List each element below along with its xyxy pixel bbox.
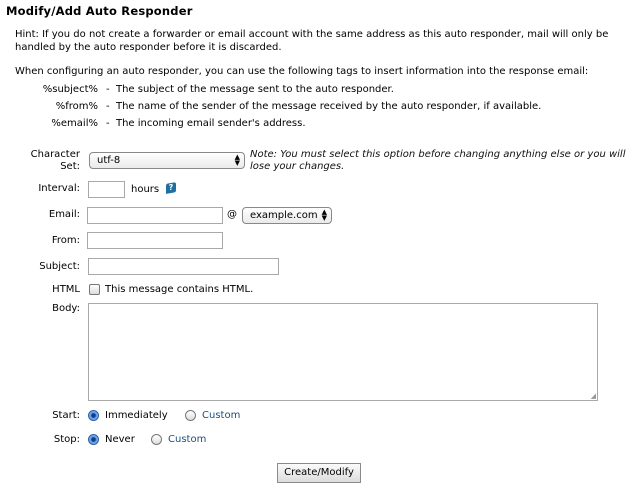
tag-description — [106, 101, 541, 112]
tag-description — [106, 84, 394, 95]
tag-dash: - — [106, 101, 110, 112]
start-immediately-label: Immediately — [105, 410, 168, 421]
charset-label-line1: Character — [30, 149, 80, 160]
tag-dash: - — [106, 118, 110, 129]
domain-selected-value: example.com — [250, 210, 318, 221]
up-down-arrows-icon: ▲ ▼ — [321, 208, 327, 222]
charset-label — [0, 149, 80, 173]
tag-name: %subject% — [42, 84, 98, 95]
interval-label: Interval: — [38, 183, 80, 194]
subject-label: Subject: — [39, 261, 80, 272]
interval-input[interactable] — [88, 181, 125, 198]
html-checkbox[interactable] — [89, 284, 100, 295]
html-checkbox-text: This message contains HTML. — [105, 284, 254, 295]
tag-name: %email% — [51, 118, 98, 129]
hint-text-line1: Hint: If you do not create a forwarder or email account with the same address as this auto responder, mail will only be — [15, 29, 609, 40]
tag-dash: - — [106, 84, 110, 95]
interval-unit: hours — [131, 184, 160, 195]
tag-description — [106, 118, 306, 129]
tag-desc-text: The subject of the message sent to the auto responder. — [115, 84, 394, 95]
from-label: From: — [51, 235, 80, 246]
tag-desc-text: The name of the sender of the message received by the auto responder, if available. — [115, 101, 542, 112]
stop-label: Stop: — [53, 434, 80, 445]
start-custom-label[interactable]: Custom — [202, 410, 241, 421]
charset-select[interactable] — [89, 152, 245, 169]
body-label: Body: — [52, 303, 80, 314]
help-icon[interactable]: ? — [166, 182, 176, 194]
charset-note-line1: Note: You must select this option before changing anything else or you will — [250, 149, 626, 160]
tag-name: %from% — [55, 101, 98, 112]
from-input[interactable] — [87, 232, 223, 249]
up-down-arrows-icon: ▲ ▼ — [234, 153, 240, 167]
subject-input[interactable] — [88, 258, 279, 275]
stop-never-radio[interactable] — [88, 434, 99, 445]
tag-desc-text: The incoming email sender's address. — [115, 118, 306, 129]
stop-never-label: Never — [105, 434, 135, 445]
page-title: Modify/Add Auto Responder — [6, 4, 193, 18]
email-input[interactable] — [87, 207, 223, 224]
charset-label-line2: Set: — [60, 161, 80, 172]
charset-selected-value: utf-8 — [97, 155, 121, 166]
resize-handle-icon[interactable]: ◢ — [590, 392, 596, 400]
tags-intro: When configuring an auto responder, you can use the following tags to insert information into the response email: — [15, 66, 589, 77]
charset-note-line2: lose your changes. — [250, 161, 345, 172]
html-label: HTML — [52, 284, 80, 295]
hint-text-line2: handled by the auto responder before it is discarded. — [15, 42, 282, 53]
start-custom-radio[interactable] — [185, 410, 196, 421]
start-immediately-radio[interactable] — [88, 410, 99, 421]
charset-note — [250, 149, 635, 173]
at-sign: @ — [227, 209, 237, 220]
email-label: Email: — [48, 209, 80, 220]
domain-select[interactable] — [242, 207, 332, 224]
stop-custom-radio[interactable] — [151, 434, 162, 445]
start-label: Start: — [52, 410, 80, 421]
stop-custom-label[interactable]: Custom — [168, 434, 207, 445]
body-textarea[interactable] — [88, 303, 598, 401]
create-modify-button[interactable]: Create/Modify — [277, 463, 361, 483]
